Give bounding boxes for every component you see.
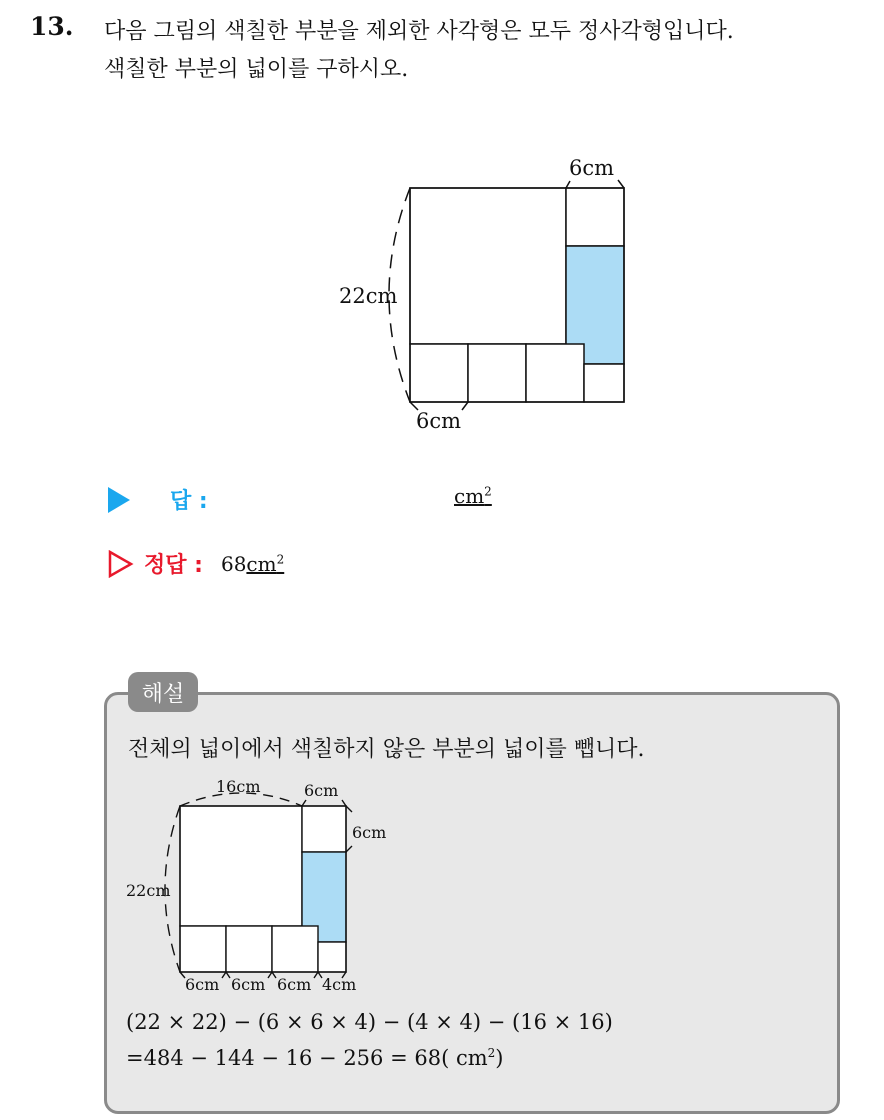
exp-label-16cm: 16cm xyxy=(216,777,261,796)
exp-label-bottom-4: 4cm xyxy=(322,975,357,994)
correct-answer-row xyxy=(108,548,284,579)
explanation-tag: 해설 xyxy=(128,672,198,712)
bottom-square-2 xyxy=(468,344,526,402)
answer-label: 답 : xyxy=(170,489,208,514)
bottom-square-1 xyxy=(410,344,468,402)
top-right-square xyxy=(566,188,624,246)
exp-label-bottom-1: 6cm xyxy=(185,975,220,994)
correct-answer-value: $68cm^2$ xyxy=(220,551,285,576)
big-square xyxy=(410,188,566,344)
exp-label-bottom-2: 6cm xyxy=(231,975,266,994)
label-bottom-6cm: 6cm xyxy=(416,409,462,433)
label-left-22cm: 22cm xyxy=(339,284,398,308)
triangle-outline-icon xyxy=(108,550,134,578)
question-number: 13. xyxy=(30,12,74,41)
label-top-6cm: 6cm xyxy=(569,156,615,180)
bottom-dimension-brace xyxy=(410,402,468,410)
exp-label-top-6cm: 6cm xyxy=(304,781,339,800)
explanation-text: 전체의 넓이에서 색칠하지 않은 부분의 넓이를 뺍니다. xyxy=(128,737,645,762)
exp-label-right-6cm: 6cm xyxy=(352,823,387,842)
exp-label-22cm: 22cm xyxy=(126,881,171,900)
formula-line1: (22 × 22) − (6 × 6 × 4) − (4 × 4) − (16 × 16) xyxy=(126,1010,613,1034)
question-text-line2: 색칠한 부분의 넓이를 구하시오. xyxy=(104,57,409,82)
triangle-filled-icon xyxy=(108,487,130,513)
answer-row xyxy=(108,484,492,515)
formula-line2: =484 − 144 − 16 − 256 = 68( $cm^2$) xyxy=(126,1046,504,1070)
left-dimension-arc xyxy=(389,188,410,402)
correct-answer-label: 정답 : xyxy=(144,553,203,578)
shaded-rectangle xyxy=(566,246,624,364)
top-dimension-brace xyxy=(566,180,624,188)
bottom-square-3 xyxy=(526,344,584,402)
question-text-line1: 다음 그림의 색칠한 부분을 제외한 사각형은 모두 정사각형입니다. xyxy=(104,19,734,44)
bottom-small-square xyxy=(584,364,624,402)
exp-label-bottom-3: 6cm xyxy=(277,975,312,994)
answer-unit: $cm^2$ xyxy=(454,484,492,508)
